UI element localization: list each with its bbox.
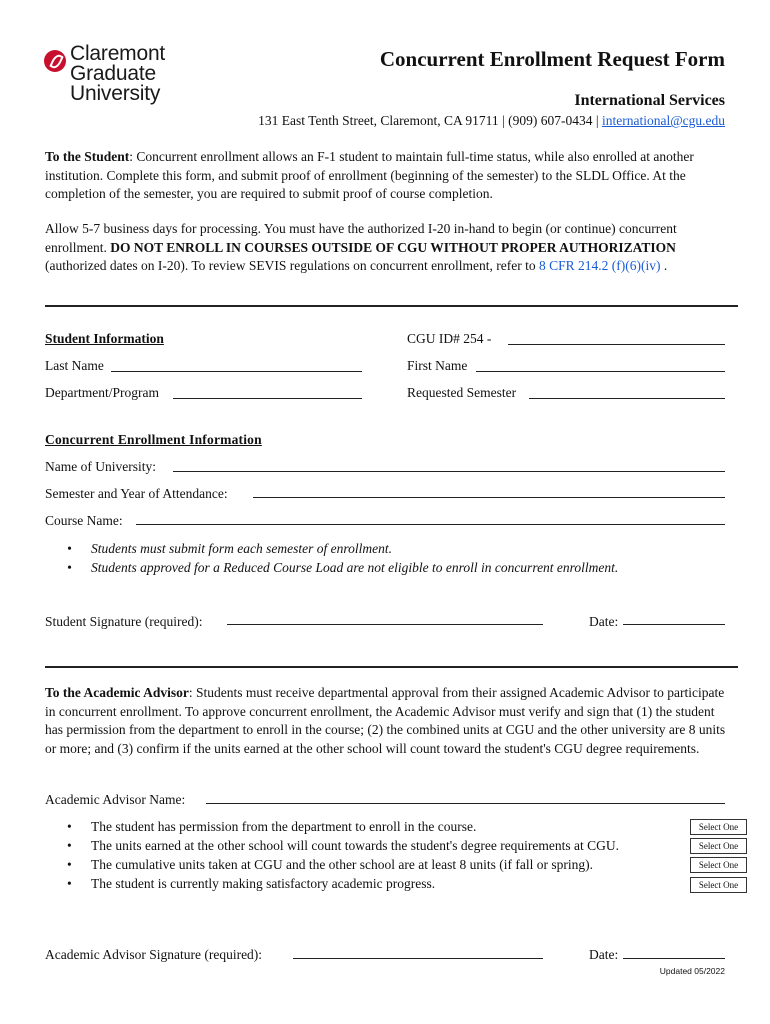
separator: | xyxy=(595,113,599,128)
list-item: • The units earned at the other school will count towards the student's degree requirements at CGU. xyxy=(67,838,619,854)
first-name-field[interactable] xyxy=(476,371,725,372)
flame-icon xyxy=(44,50,66,72)
course-name-label: Course Name: xyxy=(45,513,123,528)
form-title: Concurrent Enrollment Request Form xyxy=(379,47,725,71)
updated-date: Updated 05/2022 xyxy=(659,966,725,976)
advisor-date-field[interactable] xyxy=(623,958,725,959)
student-signature-label: Student Signature (required): xyxy=(45,614,203,629)
auth-text-3: . xyxy=(660,258,668,273)
student-date-field[interactable] xyxy=(623,624,725,625)
divider xyxy=(45,666,738,668)
auth-warning: DO NOT ENROLL IN COURSES OUTSIDE OF CGU WITHOUT PROPER AUTHORIZATION xyxy=(110,239,676,255)
student-info-heading: Student Information xyxy=(45,331,164,346)
semester-year-label: Semester and Year of Attendance: xyxy=(45,486,228,501)
select-dropdown[interactable]: Select One xyxy=(690,857,747,873)
last-name-label: Last Name xyxy=(45,358,104,373)
list-item: • Students approved for a Reduced Course Load are not eligible to enroll in concurrent enrollment. xyxy=(67,560,618,576)
advisor-name-field[interactable] xyxy=(206,803,725,804)
first-name-label: First Name xyxy=(407,358,468,373)
list-item: • The student is currently making satisfactory academic progress. xyxy=(67,876,435,892)
department-name: International Services xyxy=(574,92,725,109)
advisor-intro xyxy=(45,684,730,758)
authorization-note xyxy=(45,220,730,276)
auth-text-1: Allow 5-7 business days for processing. You must have the authorized I-20 in-hand to begin (or continue) concurrent enrollment. xyxy=(45,221,677,255)
intro-lead: To the Student xyxy=(45,149,130,164)
advisor-lead: To the Academic Advisor xyxy=(45,685,189,700)
semester-year-field[interactable] xyxy=(253,497,725,498)
separator: | xyxy=(502,113,505,128)
divider xyxy=(45,305,738,307)
semester-field[interactable] xyxy=(529,398,725,399)
university-field[interactable] xyxy=(173,471,725,472)
cfr-link[interactable]: 8 CFR 214.2 (f)(6)(iv) xyxy=(539,258,661,273)
intro-text: : Concurrent enrollment allows an F-1 student to maintain full-time status, while also enrolled at another institution. Complete this form, and submit proof of enrollment (beginning of the semester) to the SLDL Office. At the completion of the semester, you are required to submit proof of course completion. xyxy=(45,149,694,201)
course-name-field[interactable] xyxy=(136,524,725,525)
advisor-signature-label: Academic Advisor Signature (required): xyxy=(45,947,263,962)
phone: (909) 607-0434 xyxy=(508,113,593,128)
list-item: • Students must submit form each semester of enrollment. xyxy=(67,541,392,557)
advisor-signature-field[interactable] xyxy=(293,958,543,959)
advisor-text: : Students must receive departmental approval from their assigned Academic Advisor to participate in concurrent enrollment. To approve concurrent enrollment, the Academic Advisor must verify and sign that (1) the student has permission from the department to enroll in the course; (2) the combined units at CGU and the other university are 8 units or more; and (3) confirm if the units earned at the other school will count toward the student's CGU degree requirements. xyxy=(45,685,726,756)
student-intro xyxy=(45,148,730,204)
address: 131 East Tenth Street, Claremont, CA 91711 xyxy=(258,113,499,128)
list-item: • The student has permission from the department to enroll in the course. xyxy=(67,819,476,835)
select-dropdown[interactable]: Select One xyxy=(690,819,747,835)
concurrent-heading: Concurrent Enrollment Information xyxy=(45,432,262,447)
contact-line xyxy=(258,113,725,129)
department-label: Department/Program xyxy=(45,385,159,400)
select-dropdown[interactable]: Select One xyxy=(690,838,747,854)
last-name-field[interactable] xyxy=(111,371,362,372)
cgu-id-field[interactable] xyxy=(508,344,725,345)
advisor-date-label: Date: xyxy=(589,947,619,962)
student-signature-field[interactable] xyxy=(227,624,543,625)
student-date-label: Date: xyxy=(589,614,619,629)
logo-text: Claremont Graduate University xyxy=(70,42,166,105)
auth-text-2: (authorized dates on I-20). To review SEVIS regulations on concurrent enrollment, refer to xyxy=(45,258,540,273)
cgu-id-label: CGU ID# 254 - xyxy=(407,331,492,346)
department-field[interactable] xyxy=(173,398,362,399)
advisor-name-label: Academic Advisor Name: xyxy=(45,792,186,807)
email-link[interactable]: international@cgu.edu xyxy=(601,113,725,128)
list-item: • The cumulative units taken at CGU and the other school are at least 8 units (if fall or spring). xyxy=(67,857,593,873)
semester-label: Requested Semester xyxy=(407,385,517,400)
university-label: Name of University: xyxy=(45,459,156,474)
select-dropdown[interactable]: Select One xyxy=(690,877,747,893)
